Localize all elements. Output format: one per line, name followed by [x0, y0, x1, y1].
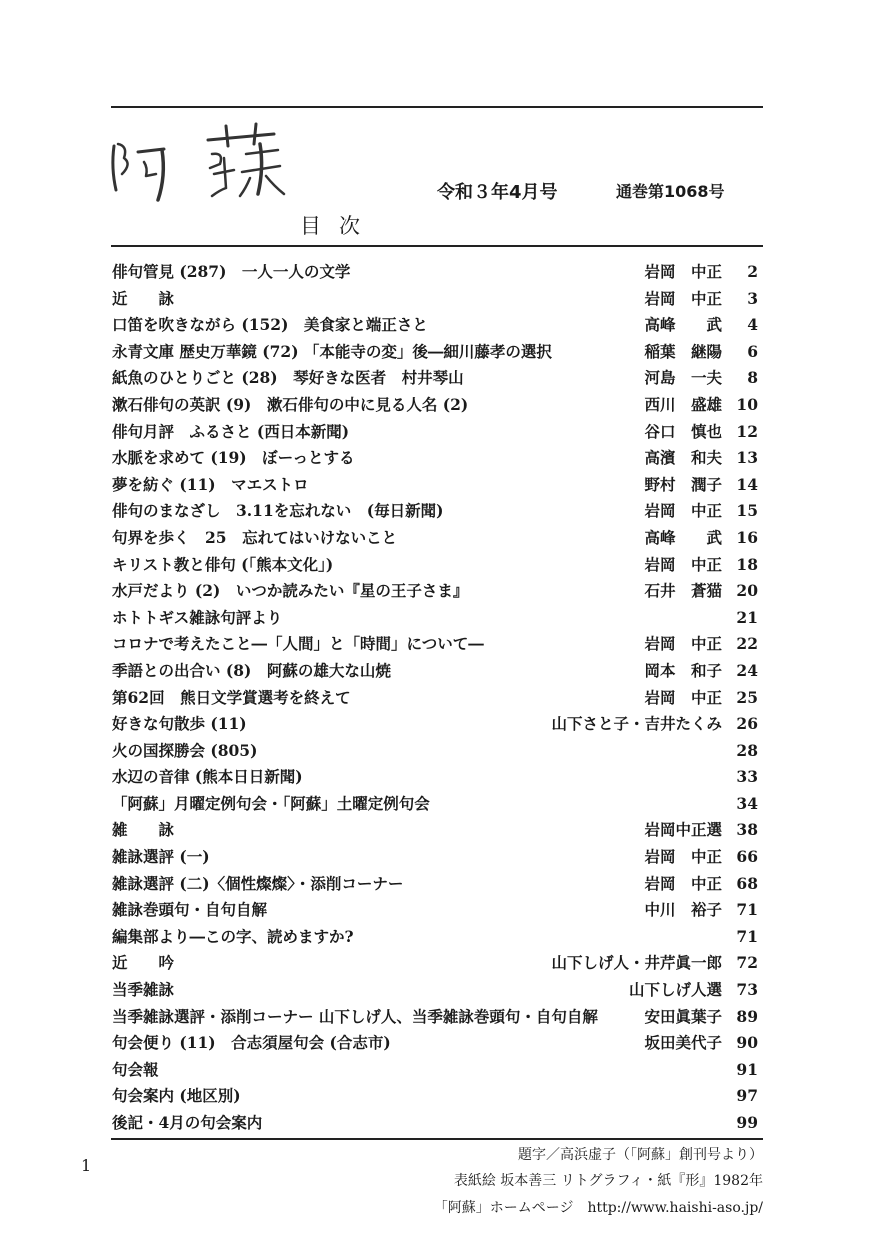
toc-row[interactable] — [112, 711, 758, 738]
toc-entry-page: 33 — [736, 767, 758, 787]
toc-entry-author: 石井 蒼猫 — [644, 581, 722, 601]
toc-row[interactable] — [112, 1110, 758, 1137]
toc-row[interactable] — [112, 1004, 758, 1031]
toc-entry-title: 永青文庫 歴史万華鏡 (72) 「本能寺の変」後―細川藤孝の選択 — [112, 341, 552, 361]
toc-entry-author: 岩岡 中正 — [644, 634, 722, 654]
toc-entry-title: 句会報 — [112, 1059, 159, 1079]
toc-row[interactable] — [112, 525, 758, 552]
toc-entry-page: 20 — [736, 581, 758, 601]
toc-row[interactable] — [112, 844, 758, 871]
toc-entry-page: 25 — [736, 687, 758, 707]
toc-entry-page: 24 — [736, 660, 758, 680]
toc-entry-author: 高濱 和夫 — [644, 448, 722, 468]
toc-row[interactable] — [112, 897, 758, 924]
homepage-link[interactable]: 「阿蘇」ホームページ http://www.haishi-aso.jp/ — [433, 1200, 763, 1216]
volume-number: 通巻第1068号 — [616, 182, 725, 201]
toc-entry-page: 12 — [736, 421, 758, 441]
toc-entry-page: 68 — [736, 873, 758, 893]
toc-entry-title: 紙魚のひとりごと (28) 琴好きな医者 村井琴山 — [112, 368, 464, 388]
toc-entry-page: 3 — [747, 288, 758, 308]
toc-row[interactable] — [112, 312, 758, 339]
toc-entry-page: 72 — [736, 953, 758, 973]
toc-entry-page: 99 — [736, 1113, 758, 1132]
toc-entry-page: 90 — [736, 1033, 758, 1053]
toc-entry-title: コロナで考えたこと―「人間」と「時間」について― — [112, 634, 484, 654]
toc-entry-title: 句会案内 (地区別) — [112, 1086, 241, 1106]
toc-row[interactable] — [112, 1083, 758, 1110]
toc-entry-title: 好きな句散歩 (11) — [112, 714, 247, 734]
header-rule — [111, 245, 763, 247]
toc-entry-author: 中川 裕子 — [644, 900, 722, 920]
toc-entry-page: 22 — [736, 634, 758, 654]
toc-row[interactable] — [112, 392, 758, 419]
toc-entry-title: 水戸だより (2) いつか読みたい『星の王子さま』 — [112, 581, 469, 601]
toc-entry-title: ホトトギス雑詠句評より — [112, 607, 283, 627]
toc-row[interactable] — [112, 738, 758, 765]
page-number: 1 — [81, 1156, 92, 1175]
toc-entry-title: 俳句管見 (287) 一人一人の文学 — [112, 262, 351, 281]
toc-entry-title: 編集部より―この字、読めますか? — [112, 926, 354, 946]
toc-row[interactable] — [112, 871, 758, 898]
toc-row[interactable] — [112, 685, 758, 712]
toc-entry-page: 2 — [747, 262, 758, 281]
toc-entry-author: 坂田美代子 — [644, 1033, 722, 1053]
toc-entry-title: 当季雑詠 — [112, 980, 175, 1000]
toc-entry-title: 季語との出合い (8) 阿蘇の雄大な山焼 — [112, 660, 391, 680]
toc-row[interactable] — [112, 445, 758, 472]
toc-entry-page: 15 — [736, 501, 758, 521]
toc-entry-title: 雑詠巻頭句・自句自解 — [112, 900, 268, 920]
toc-row[interactable] — [112, 339, 758, 366]
toc-entry-page: 73 — [736, 980, 758, 1000]
toc-entry-page: 71 — [736, 900, 758, 920]
toc-entry-title: 漱石俳句の英訳 (9) 漱石俳句の中に見る人名 (2) — [112, 394, 469, 414]
toc-entry-title: 句会便り (11) 合志須屋句会 (合志市) — [112, 1033, 391, 1053]
toc-row[interactable] — [112, 631, 758, 658]
toc-entry-author: 岡本 和子 — [644, 660, 722, 680]
toc-entry-author: 高峰 武 — [644, 527, 722, 547]
toc-row[interactable] — [112, 977, 758, 1004]
toc-entry-page: 34 — [736, 793, 758, 813]
toc-entry-title: 後記・4月の句会案内 — [112, 1113, 263, 1132]
toc-entry-author: 西川 盛雄 — [644, 394, 722, 414]
toc-row[interactable] — [112, 365, 758, 392]
toc-entry-title: 口笛を吹きながら (152) 美食家と端正さと — [112, 315, 428, 335]
toc-entry-page: 28 — [736, 740, 758, 760]
top-rule — [111, 106, 763, 108]
toc-entry-author: 岩岡 中正 — [644, 262, 722, 281]
issue-date: 令和３年4月号 — [437, 182, 558, 203]
toc-entry-page: 14 — [736, 474, 758, 494]
toc-entry-title: 雑詠選評 (一) — [112, 847, 210, 867]
toc-entry-author: 岩岡 中正 — [644, 873, 722, 893]
toc-entry-author: 山下しげ人選 — [628, 980, 722, 1000]
toc-entry-page: 13 — [736, 448, 758, 468]
toc-row[interactable] — [112, 1057, 758, 1084]
toc-entry-title: 第62回 熊日文学賞選考を終えて — [112, 687, 351, 707]
toc-entry-page: 21 — [736, 607, 758, 627]
toc-entry-title: 俳句月評 ふるさと (西日本新聞) — [112, 421, 350, 441]
toc-entry-page: 6 — [747, 341, 758, 361]
toc-row[interactable] — [112, 259, 758, 286]
toc-row[interactable] — [112, 286, 758, 313]
toc-entry-title: 夢を紡ぐ (11) マエストロ — [112, 474, 309, 494]
aso-calligraphy-logo — [108, 118, 298, 208]
toc-entry-author: 岩岡中正選 — [644, 820, 722, 840]
table-of-contents — [112, 259, 758, 1137]
toc-row[interactable] — [112, 472, 758, 499]
toc-row[interactable] — [112, 764, 758, 791]
toc-entry-author: 河島 一夫 — [644, 368, 722, 388]
cover-art-credit: 表紙絵 坂本善三 リトグラフィ・紙『形』1982年 — [453, 1173, 763, 1189]
toc-entry-author: 野村 潤子 — [644, 474, 722, 494]
toc-entry-page: 10 — [736, 394, 758, 414]
toc-row[interactable] — [112, 605, 758, 632]
toc-entry-page: 16 — [736, 527, 758, 547]
toc-entry-title: 近 吟 — [112, 953, 175, 973]
toc-entry-author: 安田眞葉子 — [644, 1006, 722, 1026]
footer-rule — [111, 1138, 763, 1140]
toc-row[interactable] — [112, 791, 758, 818]
toc-row[interactable] — [112, 924, 758, 951]
toc-row[interactable] — [112, 950, 758, 977]
toc-row[interactable] — [112, 498, 758, 525]
toc-row[interactable] — [112, 1030, 758, 1057]
title-calligraphy-credit: 題字／高浜虚子（「阿蘇」創刊号より） — [518, 1147, 763, 1163]
toc-entry-title: 雑詠選評 (二)〈個性燦燦〉・添削コーナー — [112, 873, 404, 893]
toc-entry-page: 8 — [747, 368, 758, 388]
toc-entry-page: 66 — [736, 847, 758, 867]
toc-row[interactable] — [112, 419, 758, 446]
toc-row[interactable] — [112, 817, 758, 844]
toc-entry-author: 岩岡 中正 — [644, 501, 722, 521]
toc-heading: 目次 — [300, 214, 378, 238]
toc-entry-author: 谷口 慎也 — [644, 421, 722, 441]
toc-entry-page: 91 — [736, 1059, 758, 1079]
toc-entry-page: 26 — [736, 714, 758, 734]
toc-entry-title: 句界を歩く 25 忘れてはいけないこと — [112, 527, 398, 547]
toc-row[interactable] — [112, 578, 758, 605]
toc-entry-page: 18 — [736, 554, 758, 574]
toc-entry-author: 岩岡 中正 — [644, 687, 722, 707]
toc-entry-author: 山下しげ人・井芹眞一郎 — [551, 953, 722, 973]
toc-entry-author: 山下さと子・吉井たくみ — [551, 714, 722, 734]
toc-row[interactable] — [112, 658, 758, 685]
toc-entry-title: 俳句のまなざし 3.11を忘れない (毎日新聞) — [112, 501, 444, 521]
toc-entry-author: 岩岡 中正 — [644, 554, 722, 574]
toc-entry-page: 38 — [736, 820, 758, 840]
toc-entry-author: 稲葉 継陽 — [644, 341, 722, 361]
toc-entry-title: 水脈を求めて (19) ぼーっとする — [112, 448, 355, 468]
toc-entry-title: 水辺の音律 (熊本日日新聞) — [112, 767, 303, 787]
toc-entry-page: 71 — [736, 926, 758, 946]
toc-row[interactable] — [112, 552, 758, 579]
toc-entry-author: 高峰 武 — [644, 315, 722, 335]
toc-entry-author: 岩岡 中正 — [644, 288, 722, 308]
toc-entry-title: キリスト教と俳句 (「熊本文化」) — [112, 554, 334, 574]
toc-entry-title: 「阿蘇」月曜定例句会・「阿蘇」土曜定例句会 — [112, 793, 430, 813]
toc-entry-title: 雑 詠 — [112, 820, 175, 840]
toc-entry-page: 97 — [736, 1086, 758, 1106]
toc-entry-title: 火の国探勝会 (805) — [112, 740, 258, 760]
toc-entry-title: 近 詠 — [112, 288, 175, 308]
toc-entry-title: 当季雑詠選評・添削コーナー 山下しげ人、当季雑詠巻頭句・自句自解 — [112, 1006, 598, 1026]
toc-entry-author: 岩岡 中正 — [644, 847, 722, 867]
toc-entry-page: 4 — [747, 315, 758, 335]
toc-entry-page: 89 — [736, 1006, 758, 1026]
